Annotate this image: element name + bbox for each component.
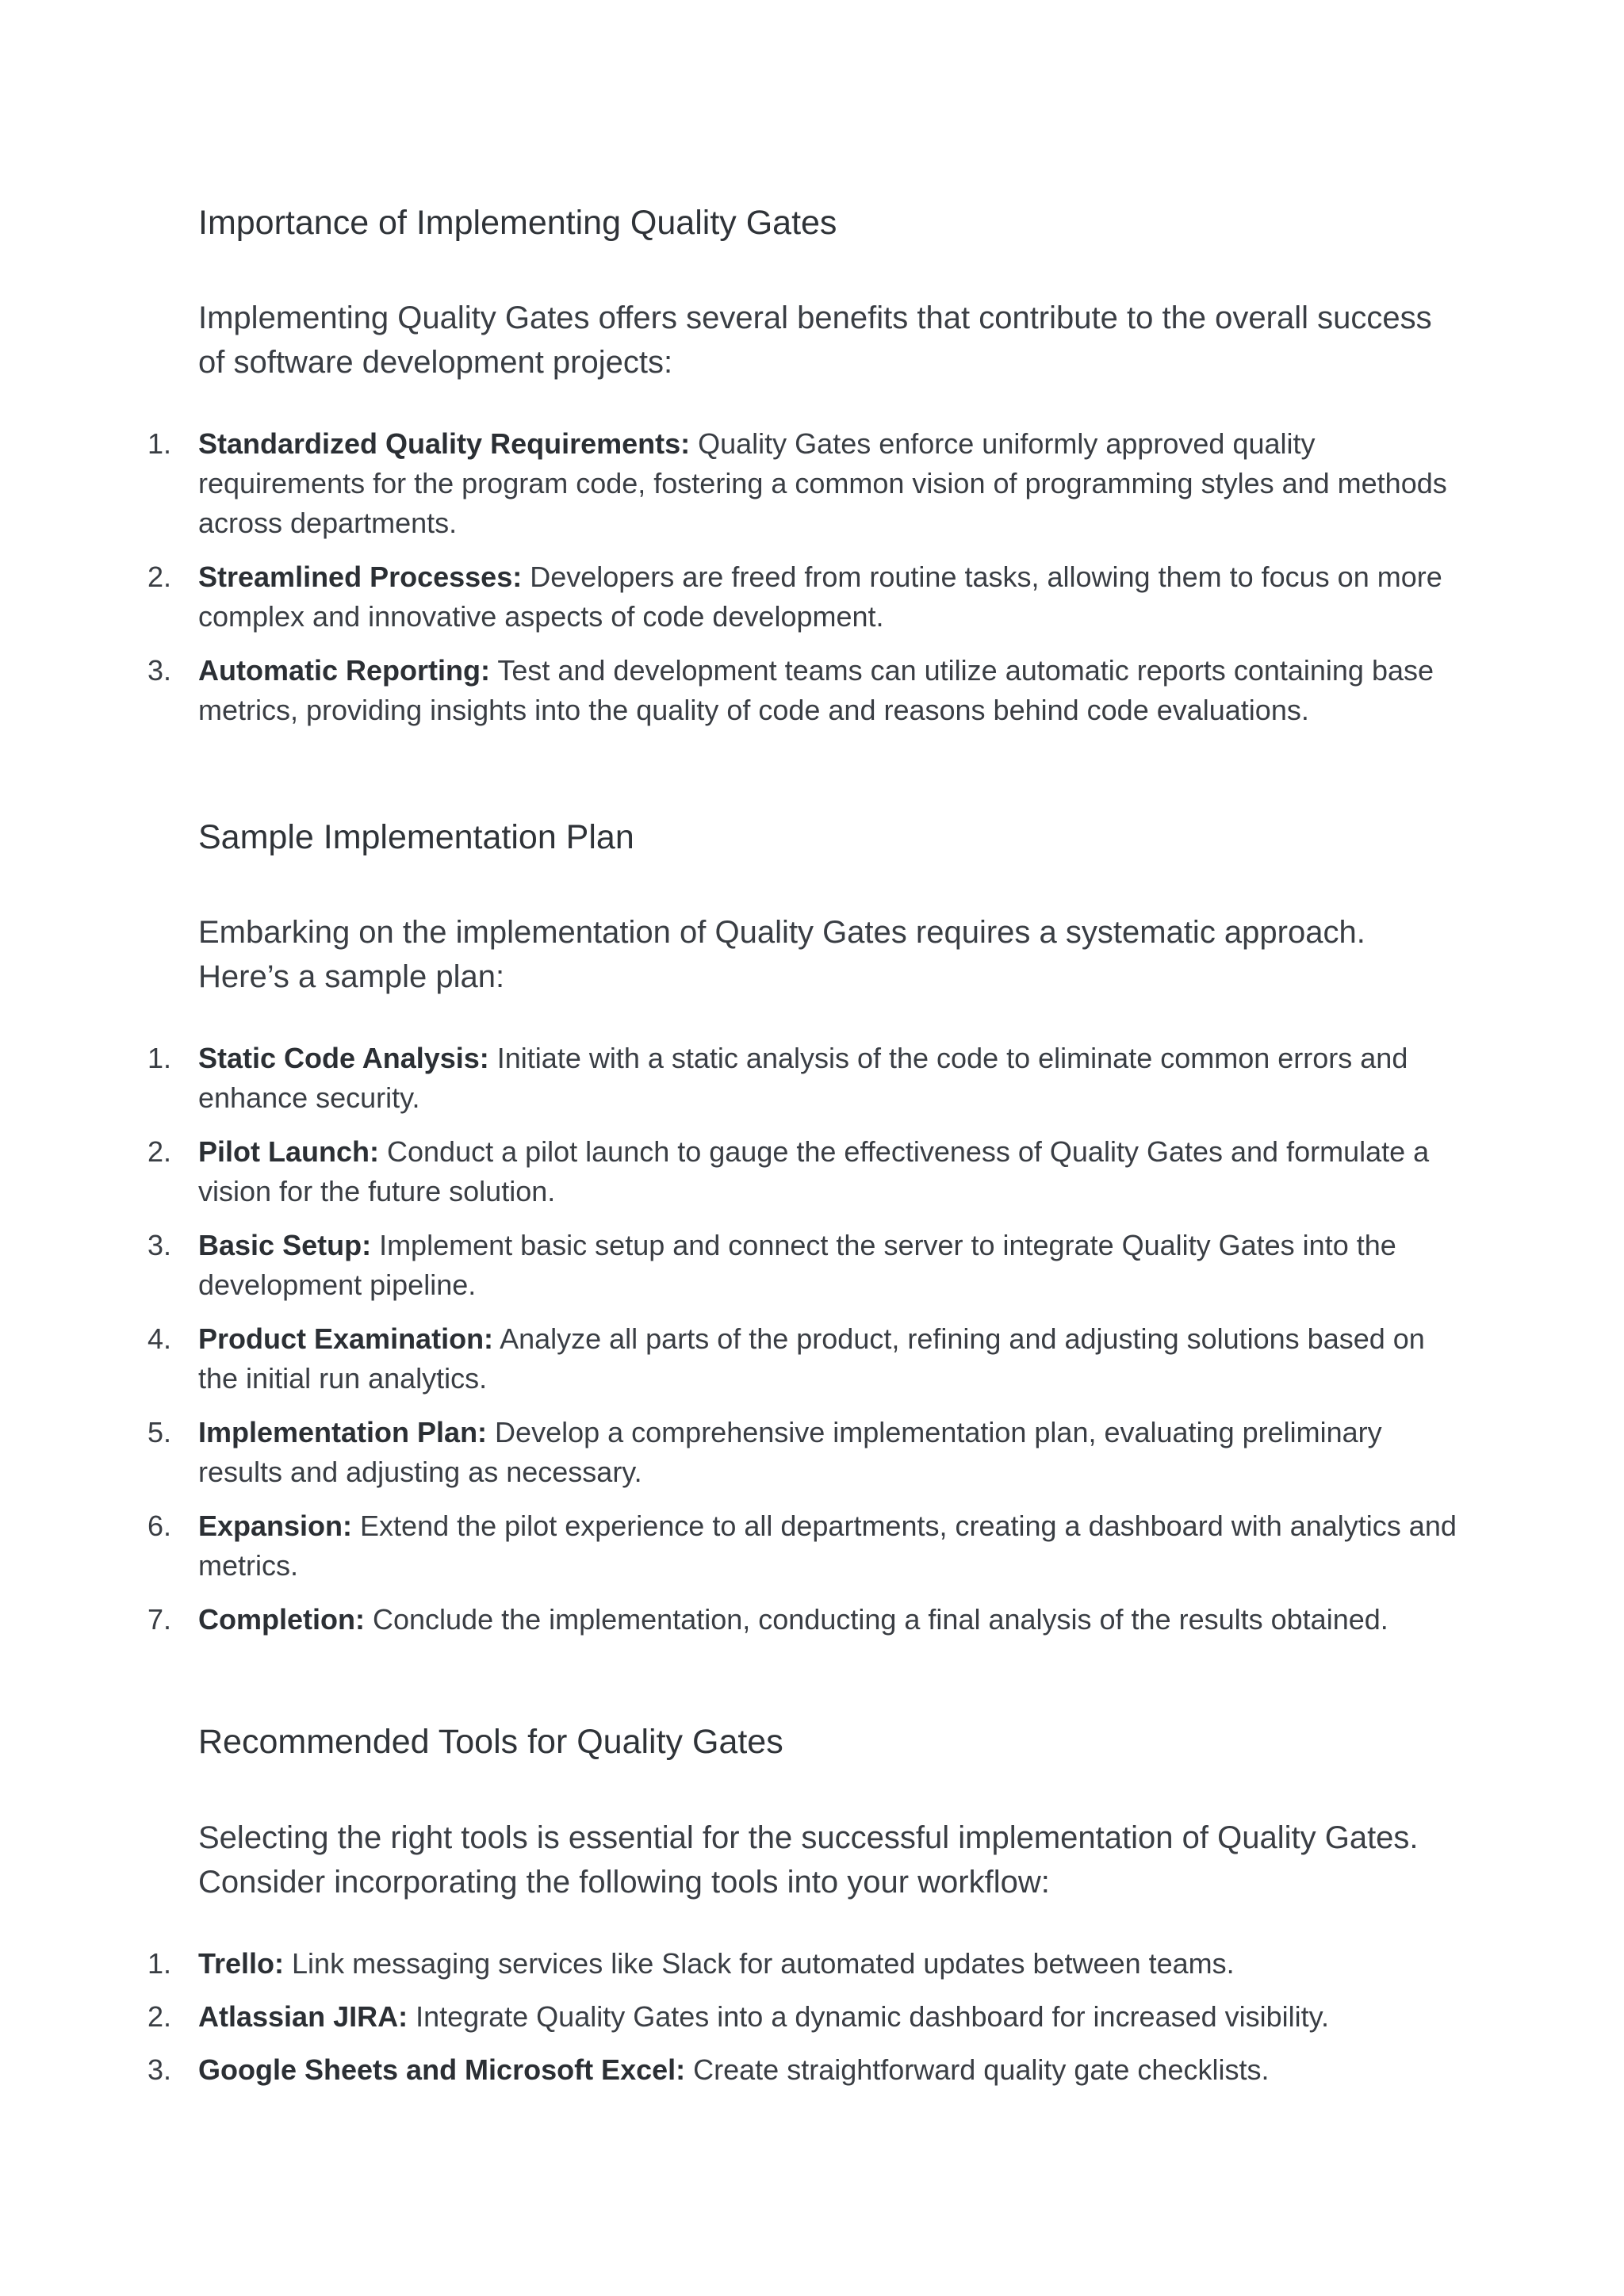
list-item-title: Automatic Reporting: — [198, 654, 490, 687]
list-item-body: Conclude the implementation, conducting a final analysis of the results obtained. — [364, 1603, 1388, 1636]
list-item-text — [198, 1039, 1459, 1118]
list-item-title: Product Examination: — [198, 1322, 494, 1355]
list-number: 1. — [147, 427, 172, 460]
list-item-text — [198, 1506, 1459, 1586]
list-item-title: Completion: — [198, 1603, 365, 1636]
section-intro: Implementing Quality Gates offers several benefits that contribute to the overall success of software development projects: — [198, 300, 1432, 380]
list-item-text — [198, 1997, 1459, 2037]
list-number: 2. — [147, 561, 172, 593]
list-item-body: Integrate Quality Gates into a dynamic dashboard for increased visibility. — [408, 2000, 1329, 2033]
list-item-body: Extend the pilot experience to all departments, creating a dashboard with analytics and metrics. — [198, 1510, 1457, 1582]
list-item-body: Test and development teams can utilize automatic reports containing base metrics, providing insights into the quality of code and reasons behind code evaluations. — [198, 654, 1434, 726]
list-number: 5. — [147, 1416, 172, 1448]
section-intro: Embarking on the implementation of Quality Gates requires a systematic approach. Here’s a sample plan: — [198, 915, 1365, 994]
list-item-title: Streamlined Processes: — [198, 561, 523, 593]
list-item-text — [198, 557, 1459, 637]
list-item-body: Initiate with a static analysis of the code to eliminate common errors and enhance security. — [198, 1042, 1408, 1114]
list-item-title: Implementation Plan: — [198, 1416, 488, 1448]
list-number: 2. — [147, 1135, 172, 1168]
list-item-body: Develop a comprehensive implementation plan, evaluating preliminary results and adjusting as necessary. — [198, 1416, 1382, 1488]
list-item-text — [198, 1226, 1459, 1305]
section-heading: Recommended Tools for Quality Gates — [198, 1723, 783, 1761]
list-item-body: Analyze all parts of the product, refining and adjusting solutions based on the initial run analytics. — [198, 1322, 1425, 1395]
list-item-text — [198, 1319, 1459, 1399]
list-number: 3. — [147, 2053, 172, 2086]
list-item-text — [198, 1944, 1459, 1984]
list-item-title: Pilot Launch: — [198, 1135, 379, 1168]
list-number: 4. — [147, 1322, 172, 1355]
list-item-text — [198, 2050, 1459, 2090]
section-heading: Sample Implementation Plan — [198, 818, 634, 856]
list-item-text — [198, 1600, 1459, 1640]
list-number: 6. — [147, 1510, 172, 1542]
list-item-title: Trello: — [198, 1947, 285, 1980]
list-item-body: Developers are freed from routine tasks, allowing them to focus on more complex and innovative aspects of code development. — [198, 561, 1442, 633]
list-item-body: Link messaging services like Slack for automated updates between teams. — [284, 1947, 1235, 1980]
list-number: 1. — [147, 1042, 172, 1074]
list-item-body: Implement basic setup and connect the server to integrate Quality Gates into the development pipeline. — [198, 1229, 1396, 1301]
list-item-text — [198, 424, 1459, 543]
list-number: 3. — [147, 654, 172, 687]
list-item-text — [198, 1132, 1459, 1211]
list-item-body: Conduct a pilot launch to gauge the effectiveness of Quality Gates and formulate a vision for the future solution. — [198, 1135, 1430, 1207]
list-item-title: Atlassian JIRA: — [198, 2000, 408, 2033]
list-item-text — [198, 1413, 1459, 1492]
list-item-text — [198, 651, 1459, 730]
list-item-body: Quality Gates enforce uniformly approved quality requirements for the program code, fostering a common vision of programming styles and methods across departments. — [198, 427, 1447, 539]
list-item-title: Expansion: — [198, 1510, 353, 1542]
list-number: 3. — [147, 1229, 172, 1261]
list-number: 7. — [147, 1603, 172, 1636]
list-item-title: Standardized Quality Requirements: — [198, 427, 691, 460]
list-item-title: Basic Setup: — [198, 1229, 372, 1261]
list-item-body: Create straightforward quality gate checklists. — [685, 2053, 1270, 2086]
list-number: 1. — [147, 1947, 172, 1980]
section-heading: Importance of Implementing Quality Gates — [198, 204, 837, 242]
list-number: 2. — [147, 2000, 172, 2033]
list-item-title: Google Sheets and Microsoft Excel: — [198, 2053, 686, 2086]
list-item-title: Static Code Analysis: — [198, 1042, 489, 1074]
section-intro: Selecting the right tools is essential for the successful implementation of Quality Gates. Consider incorporating the following tools into your workflow: — [198, 1820, 1419, 1900]
